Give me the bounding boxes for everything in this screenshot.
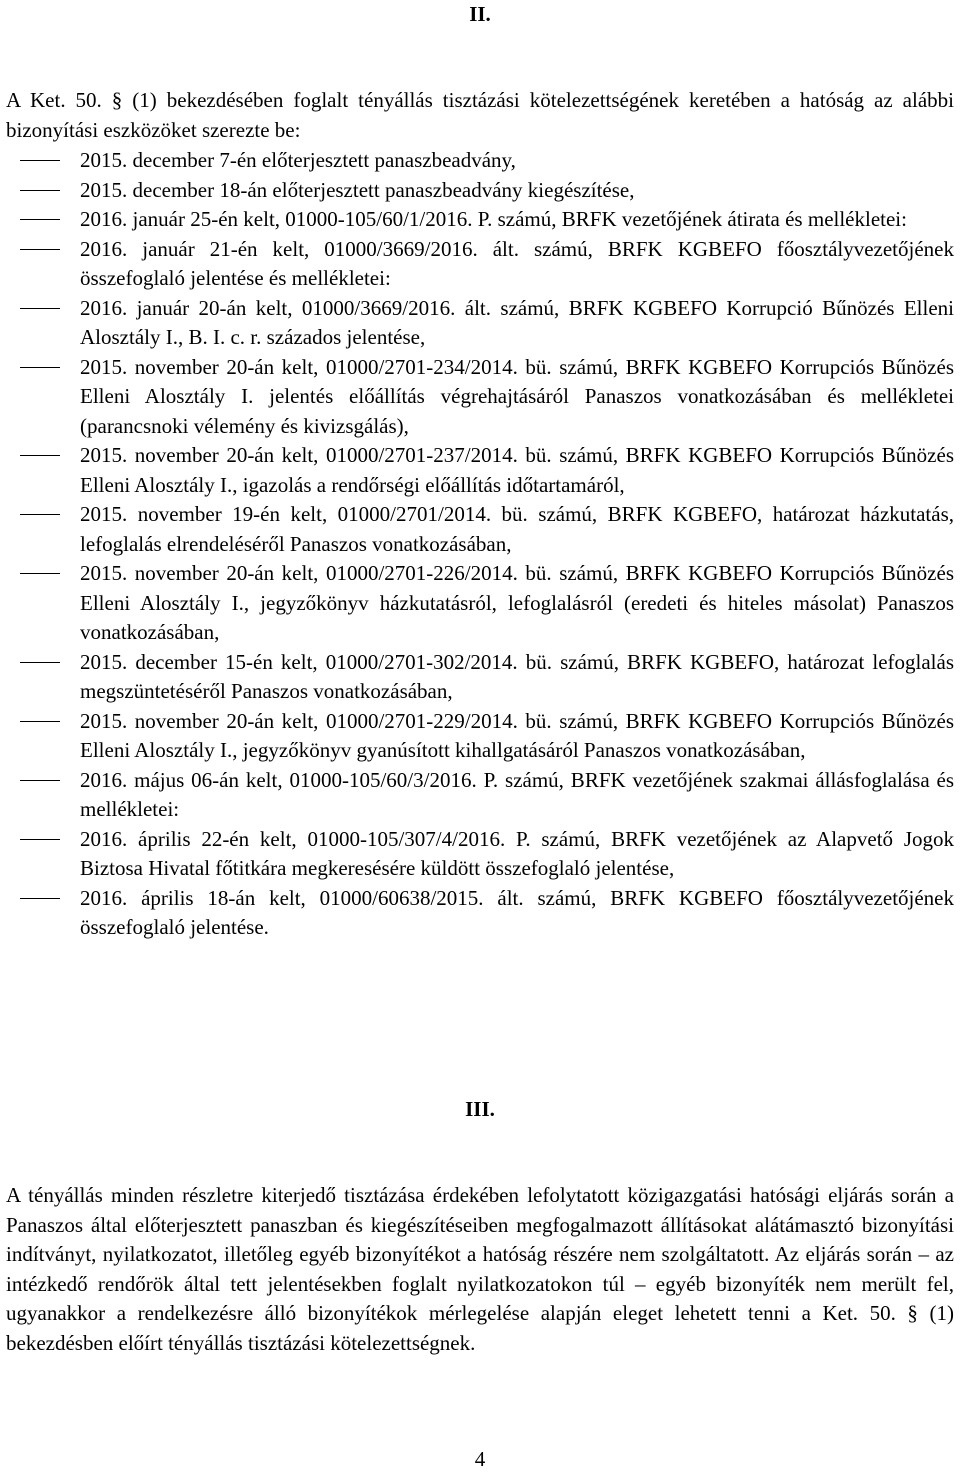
evidence-list — [6, 146, 954, 943]
list-item — [6, 884, 954, 943]
list-item — [6, 707, 954, 766]
dash-bullet-icon — [20, 898, 60, 899]
list-item — [6, 766, 954, 825]
dash-bullet-icon — [20, 721, 60, 722]
dash-bullet-icon — [20, 573, 60, 574]
dash-bullet-icon — [20, 455, 60, 456]
list-item — [6, 500, 954, 559]
list-item — [6, 353, 954, 442]
list-item-text: 2015. november 20-án kelt, 01000/2701-226/2014. bü. számú, BRFK KGBEFO Korrupciós Bűnözés Elleni Alosztály I., jegyzőkönyv házkutatásról, lefoglalásról (eredeti és hiteles másolat) Panaszos vonatkozásában, — [80, 561, 954, 644]
intro-paragraph: A Ket. 50. § (1) bekezdésében foglalt tényállás tisztázási kötelezettségének keretében a hatóság az alábbi bizonyítási eszközöket szerezte be: — [6, 88, 954, 142]
list-item — [6, 825, 954, 884]
section-heading-iii: III. — [465, 1097, 495, 1121]
dash-bullet-icon — [20, 308, 60, 309]
dash-bullet-icon — [20, 190, 60, 191]
conclusion-paragraph: A tényállás minden részletre kiterjedő tisztázása érdekében lefolytatott közigazgatási hatósági eljárás során a Panaszos által előterjesztett panaszban és kiegészítéseiben megfogalmazott állításokat alátámasztó bizonyítási indítványt, nyilatkozatot, illetőleg egyéb bizonyítékot a hatóság részére nem szolgáltatott. Az eljárás során – az intézkedő rendőrök által tett jelentésekben foglalt nyilatkozatokon túl – egyéb bizonyíték nem merült fel, ugyanakkor a rendelkezésre álló bizonyítékok mérlegelése alapján eleget lehetett tenni a Ket. 50. § (1) bekezdésben előírt tényállás tisztázási kötelezettségnek. — [6, 1183, 954, 1355]
list-item-text: 2016. január 21-én kelt, 01000/3669/2016. ált. számú, BRFK KGBEFO főosztályvezetőjének összefoglaló jelentése és mellékletei: — [80, 236, 954, 290]
list-item-text: 2015. december 7-én előterjesztett panaszbeadvány, — [80, 148, 516, 172]
list-item-text: 2016. május 06-án kelt, 01000-105/60/3/2016. P. számú, BRFK vezetőjének szakmai állásfoglalása és mellékletei: — [80, 767, 954, 821]
list-item-text: 2015. november 20-án kelt, 01000/2701-229/2014. bü. számú, BRFK KGBEFO Korrupciós Bűnözés Elleni Alosztály I., jegyzőkönyv gyanúsított kihallgatásáról Panaszos vonatkozásában, — [80, 708, 954, 762]
list-item-text: 2016. január 25-én kelt, 01000-105/60/1/2016. P. számú, BRFK vezetőjének átirata és mellékletei: — [80, 207, 907, 231]
list-item-text: 2016. január 20-án kelt, 01000/3669/2016. ált. számú, BRFK KGBEFO Korrupció Bűnözés Elleni Alosztály I., B. I. c. r. százados jelentése, — [80, 295, 954, 349]
list-item — [6, 648, 954, 707]
list-item — [6, 294, 954, 353]
list-item — [6, 235, 954, 294]
list-item — [6, 441, 954, 500]
list-item-text: 2016. április 18-án kelt, 01000/60638/2015. ált. számú, BRFK KGBEFO főosztályvezetőjének összefoglaló jelentése. — [80, 885, 954, 939]
dash-bullet-icon — [20, 367, 60, 368]
dash-bullet-icon — [20, 780, 60, 781]
dash-bullet-icon — [20, 160, 60, 161]
list-item-text: 2015. december 18-án előterjesztett panaszbeadvány kiegészítése, — [80, 177, 635, 202]
list-item-text: 2015. november 20-án kelt, 01000/2701-237/2014. bü. számú, BRFK KGBEFO Korrupciós Bűnözés Elleni Alosztály I., igazolás a rendőrségi előállítás időtartamáról, — [80, 443, 954, 497]
list-item-text: 2015. november 19-én kelt, 01000/2701/2014. bü. számú, BRFK KGBEFO, határozat házkutatás, lefoglalás elrendeléséről Panaszos vonatkozásában, — [80, 502, 954, 556]
list-item-text: 2015. december 15-én kelt, 01000/2701-302/2014. bü. számú, BRFK KGBEFO, határozat lefoglalás megszüntetéséről Panaszos vonatkozásában, — [80, 649, 954, 703]
list-item-text: 2015. november 20-án kelt, 01000/2701-234/2014. bü. számú, BRFK KGBEFO Korrupciós Bűnözés Elleni Alosztály I. jelentés előállítás végrehajtásáról Panaszos vonatkozásában és mellékletei (parancsnoki vélemény és kivizsgálás), — [80, 354, 954, 438]
list-item — [6, 559, 954, 648]
list-item — [6, 205, 954, 235]
dash-bullet-icon — [20, 219, 60, 220]
dash-bullet-icon — [20, 839, 60, 840]
list-item-text: 2016. április 22-én kelt, 01000-105/307/4/2016. P. számú, BRFK vezetőjének az Alapvető Jogok Biztosa Hivatal főtitkára megkeresésére küldött összefoglaló jelentése, — [80, 826, 954, 880]
dash-bullet-icon — [20, 662, 60, 663]
section-heading-ii: II. — [469, 2, 491, 26]
list-item — [6, 176, 954, 206]
dash-bullet-icon — [20, 249, 60, 250]
page-number: 4 — [474, 1447, 486, 1471]
list-item — [6, 146, 954, 176]
dash-bullet-icon — [20, 514, 60, 515]
